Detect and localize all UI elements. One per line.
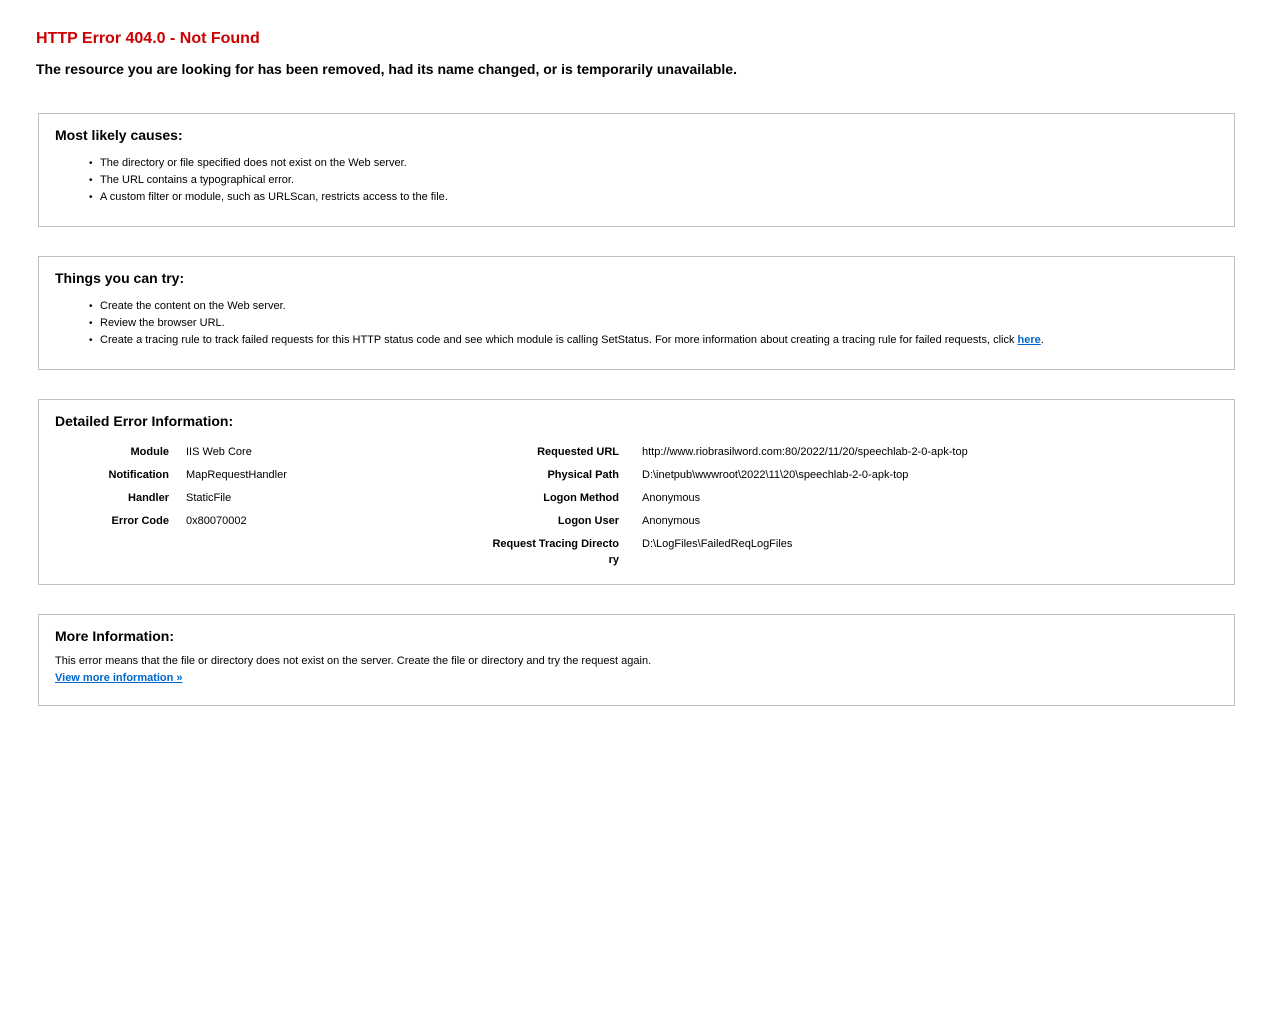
list-item: • Create a tracing rule to track failed requests for this HTTP status code and see which module is calling SetStatus. For more information about creating a tracing rule for failed requests, click here.	[89, 332, 1044, 349]
detail-value: IIS Web Core	[186, 446, 252, 458]
detail-value: StaticFile	[186, 492, 232, 504]
try-heading: Things you can try:	[55, 270, 185, 286]
page-title: HTTP Error 404.0 - Not Found	[36, 30, 260, 47]
error-header	[36, 29, 1236, 79]
detail-value: Anonymous	[642, 492, 701, 504]
tracing-help-link[interactable]: here	[1017, 334, 1041, 346]
detail-value: Anonymous	[642, 515, 701, 527]
detail-label: Logon User	[557, 515, 619, 527]
detail-panel	[38, 399, 1235, 585]
detail-value: D:\LogFiles\FailedReqLogFiles	[642, 538, 793, 550]
more-info-heading: More Information:	[55, 628, 174, 644]
view-more-information-link[interactable]: View more information »	[55, 672, 183, 684]
bullet-icon: •	[89, 192, 93, 203]
more-info-panel	[38, 614, 1235, 706]
detail-label: Notification	[108, 469, 169, 481]
more-info-text: This error means that the file or directory does not exist on the server. Create the file or directory and try the request again.	[55, 655, 652, 667]
detail-value: D:\inetpub\wwwroot\2022\11\20\speechlab-2-0-apk-top	[642, 469, 909, 481]
try-panel	[38, 256, 1235, 370]
bullet-icon: •	[89, 158, 93, 169]
detail-label: Handler	[128, 492, 169, 504]
list-item: • The URL contains a typographical error.	[89, 172, 448, 189]
list-item: • The directory or file specified does not exist on the Web server.	[89, 155, 448, 172]
detail-label: Requested URL	[537, 446, 619, 458]
page-subtitle: The resource you are looking for has been removed, had its name changed, or is temporarily unavailable.	[36, 61, 737, 77]
detail-label: Error Code	[111, 515, 169, 527]
detail-heading: Detailed Error Information:	[55, 413, 234, 429]
bullet-icon: •	[89, 335, 93, 346]
bullet-icon: •	[89, 318, 93, 329]
causes-heading: Most likely causes:	[55, 127, 183, 143]
causes-panel	[38, 113, 1235, 227]
detail-label: Logon Method	[543, 492, 619, 504]
detail-label: Module	[130, 446, 169, 458]
list-item: • A custom filter or module, such as URLScan, restricts access to the file.	[89, 189, 448, 206]
detail-label: Physical Path	[547, 469, 619, 481]
detail-label: Request Tracing Directo	[492, 538, 619, 550]
detail-value: http://www.riobrasilword.com:80/2022/11/20/speechlab-2-0-apk-top	[642, 446, 968, 458]
more-info-link-wrap	[55, 670, 183, 687]
detail-value: MapRequestHandler	[186, 469, 287, 481]
try-list	[89, 298, 1044, 349]
bullet-icon: •	[89, 301, 93, 312]
detail-label-continued: ry	[608, 554, 619, 566]
causes-list	[89, 155, 448, 206]
list-item: • Review the browser URL.	[89, 315, 1044, 332]
list-item: • Create the content on the Web server.	[89, 298, 1044, 315]
bullet-icon: •	[89, 175, 93, 186]
detail-value: 0x80070002	[186, 515, 247, 527]
